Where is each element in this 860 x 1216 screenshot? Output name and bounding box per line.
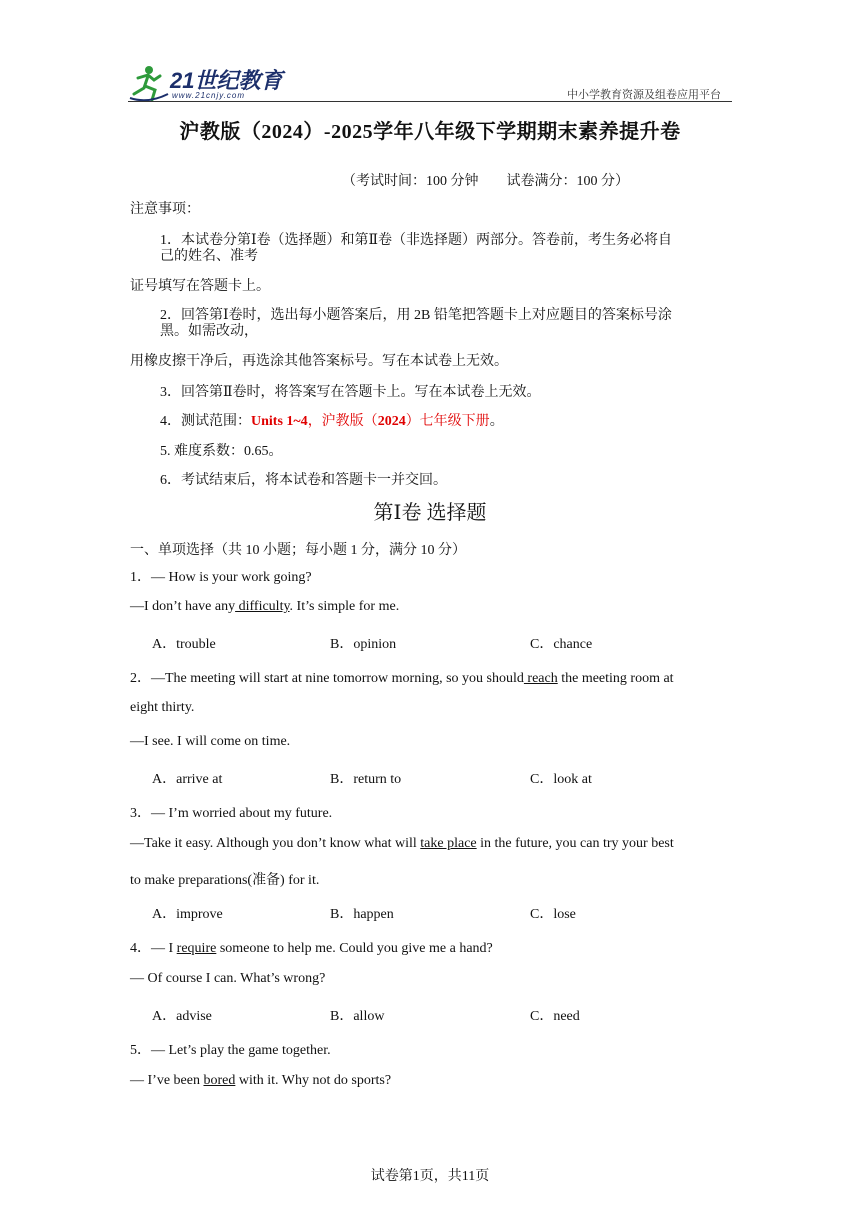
q3-option-b: B．happen [330,907,394,922]
section-title: 第Ⅰ卷 选择题 [373,502,487,524]
q4-stem [130,937,493,957]
q1-option-b: B．opinion [330,637,397,652]
q2-stem [130,667,674,687]
q1-stem: 1．— How is your work going? [130,570,312,585]
notes-heading: 注意事项： [130,202,200,217]
note-1-line-2: 己的姓名、准考 [160,249,258,264]
q1-option-c: C．chance [530,637,593,652]
q2-option-b: B．return to [330,772,402,787]
q5-reply [130,1073,391,1089]
q4-reply: — Of course I can. What’s wrong? [130,971,326,986]
q4-option-b: B．allow [330,1009,385,1024]
q2-reply: —I see. I will come on time. [130,734,291,749]
exam-meta [342,170,657,190]
header-divider [128,101,732,102]
q2-stem-b: the meeting room at [557,671,674,686]
note-3: 3．回答第Ⅱ卷时，将答案写在答题卡上。写在本试卷上无效。 [160,385,541,400]
q5-underlined: bored [203,1073,236,1088]
header-tagline: 中小学教育资源及组卷应用平台 [567,89,721,101]
q2-stem-a: 2．—The meeting will start at nine tomorrow morning, so you should [130,671,524,686]
note-2-line-2: 黑。如需改动， [160,324,258,339]
note-4-suffix: ）七年级下册 [405,414,490,429]
logo [128,64,283,104]
q5-reply-b: with it. Why not do sports? [235,1073,392,1088]
q1-reply-a: —I don’t have any [130,599,236,614]
q1-reply [130,599,399,615]
q5-reply-a: — I’ve been [130,1073,204,1088]
note-4-mid: ，沪教版（ [307,414,378,429]
q3-option-c: C．lose [530,907,576,922]
q3-reply-cont: to make preparations(准备) for it. [130,873,320,888]
q2-stem-cont: eight thirty. [130,700,195,715]
q4-stem-b: someone to help me. Could you give me a hand? [216,941,493,956]
note-2-line-1: 2．回答第Ⅰ卷时，选出每小题答案后，用 2B 铅笔把答题卡上对应题目的答案标号涂 [160,308,672,323]
q3-option-a: A．improve [152,907,223,922]
note-4-year: 2024 [377,414,406,429]
q3-reply [130,836,674,852]
note-4 [160,410,504,430]
note-5: 5. 难度系数：0.65。 [160,444,283,459]
note-2-line-3: 用橡皮擦干净后，再选涂其他答案标号。写在本试卷上无效。 [130,354,508,369]
note-4-end: 。 [489,414,504,429]
note-4-units: Units 1~4 [251,414,308,429]
q4-option-a: A．advise [152,1009,212,1024]
q2-underlined: reach [523,671,558,686]
note-1-line-3: 证号填写在答题卡上。 [130,279,270,294]
note-1-line-1: 1．本试卷分第Ⅰ卷（选择题）和第Ⅱ卷（非选择题）两部分。答卷前，考生务必将自 [160,233,673,248]
page-footer: 试卷第1页，共11页 [370,1169,490,1184]
note-6: 6．考试结束后，将本试卷和答题卡一并交回。 [160,473,447,488]
q4-option-c: C．need [530,1009,580,1024]
q4-underlined: require [176,941,217,956]
exam-score: 试卷满分：100 分） [506,174,629,189]
q1-reply-b: . It’s simple for me. [289,599,400,614]
logo-text: 21世纪教育 [170,68,283,93]
q3-reply-b: in the future, you can try your best [476,836,674,851]
q2-option-c: C．look at [530,772,592,787]
q1-underlined: difficulty [235,599,290,614]
q3-reply-a: —Take it easy. Although you don’t know what will [130,836,421,851]
note-4-prefix: 4．测试范围： [160,414,251,429]
q2-option-a: A．arrive at [152,772,223,787]
part-1-heading: 一、单项选择（共 10 小题；每小题 1 分，满分 10 分） [130,543,466,558]
q4-stem-a: 4．— I [130,941,177,956]
q5-stem: 5．— Let’s play the game together. [130,1043,331,1058]
q3-stem: 3．— I’m worried about my future. [130,806,333,821]
exam-time: （考试时间：100 分钟 [342,174,479,189]
q1-option-a: A．trouble [152,637,216,652]
exam-title: 沪教版（2024）-2025学年八年级下学期期末素养提升卷 [179,121,681,143]
logo-url: www.21cnjy.com [172,91,245,100]
q3-underlined: take place [420,836,477,851]
